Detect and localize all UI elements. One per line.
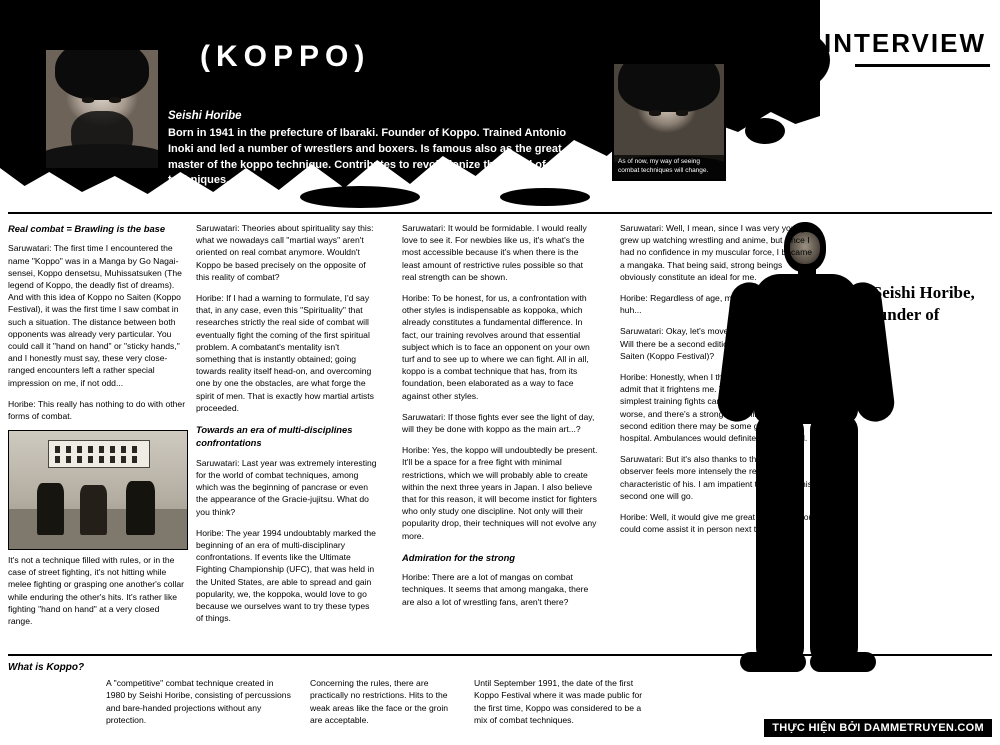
bio-name: Seishi Horibe <box>168 110 242 122</box>
paragraph: Horibe: There are a lot of mangas on combat techniques. It seems that among mangaka, there are also a lot of wrestling fans, aren't there? <box>402 572 589 607</box>
paragraph: Concerning the rules, there are practically no restrictions. Hits to the weak areas like the face or the groin are acceptable. <box>310 677 449 725</box>
hair-shape <box>618 62 719 112</box>
divider-top <box>8 212 992 214</box>
paragraph: Horibe: Honestly, when I think about it I have to admit that it frightens me. These days, even the simplest training fights can take a turn for the worse, and there's a strong possibility that in this second edition there may be some going to the hospital. Ambulances would definitely be booked. <box>620 372 808 444</box>
dojo-caption-block <box>8 554 186 636</box>
shoulder-shape <box>44 144 160 170</box>
dojo-person <box>80 485 107 535</box>
seishi-horibe-second-portrait <box>612 62 726 181</box>
page-title: (KOPPO) <box>200 40 371 73</box>
text-column-3 <box>402 222 598 617</box>
dojo-person <box>126 481 154 535</box>
interview-underline <box>855 64 990 67</box>
paragraph: Horibe: Well, it would give me great pleasure if you could come assist it in person next time. <box>620 512 814 535</box>
section-heading-admiration: Admiration for the strong <box>402 551 516 563</box>
paragraph: Horibe: If I had a warning to formulate, I'd say that, in any case, even this "Spirituality" that researches strictly the real side of combat will eventually fight the coming of the first spiritual problem. A combatant's mentality isn't something that is instantly obtained; going towards reality itself head-on, and overcoming one by one the obstacles, are what forge the spirit of men. That is exactly how martial artists proceeded. <box>196 293 374 413</box>
paragraph: Horibe: Regardless of age, men have their dreams, huh... <box>620 293 815 316</box>
eye-right <box>676 110 688 116</box>
pull-quote-headline: With Seishi Horibe, the Founder of Koppo! <box>832 283 975 347</box>
paragraph: Horibe: To be honest, for us, a confrontation with other styles is indispensable as koppoka, which already constitutes a fundamental difference. In fact, our training revolves around that essential subject which is to face an opponent on your own turf and to see up to where we can fight. All in all, koppo is a combat technique that has, from its foundation, been elaborated as a way to face against other styles. <box>402 293 590 401</box>
bottom-column-2 <box>310 668 456 735</box>
credit-watermark: THỰC HIỆN BỞI DAMMETRUYEN.COM <box>764 719 992 737</box>
text-column-4 <box>620 222 816 544</box>
text-column-2 <box>196 222 378 633</box>
paragraph: Saruwatari: If those fights ever see the light of day, will they be done with koppo as the main art...? <box>402 411 595 435</box>
paragraph: Saruwatari: Theories about spirituality say this: what we nowadays call "martial ways" aren't oriented on real combat anymore. Wouldn't Koppo be based precisely on the opposite of this reality of combat? <box>196 223 374 282</box>
bio-text: Born in 1941 in the prefecture of Ibaraki. Founder of Koppo. Trained Antonio Inoki and led a number of wrestlers and boxers. Is famous also as the great master of the koppo technique. Contributes to revolutionize the world of combat techniques. <box>168 126 588 187</box>
ink-blob <box>745 118 785 144</box>
eye-left <box>649 110 661 116</box>
paragraph: Saruwatari: Last year was extremely interesting for the world of combat techniques, among which was the beginning of pancrase or even the appearance of the Gracie-jujitsu. What do you think? <box>196 457 377 517</box>
section-heading-multi-disciplines: Towards an era of multi-disciplines confrontations <box>196 424 353 449</box>
ink-blob <box>760 30 830 90</box>
paragraph: Horibe: Yes, the koppo will undoubtedly be present. It'll be a space for a free fight with minimal restrictions, which we will probably able to create within the next three years in Japan. I also believe that for this reason, it will become instict for fighters who only study one discipline. Not only will their popularity drop, their techniques will not evolve any more. <box>402 445 598 541</box>
bio-block <box>168 108 588 189</box>
interview-label: INTERVIEW <box>824 28 986 58</box>
eye-left <box>82 97 94 103</box>
dojo-caption: It's not a technique filled with rules, or in the case of street fighting, it's not hitting while melee fighting or grasping one another's collar while enduring the other's hits. It's rather like fighting "hand on hand" at a very closed range. <box>8 555 185 627</box>
dojo-banner <box>48 440 150 468</box>
text-column-1 <box>8 222 186 431</box>
figure-leg-right <box>810 414 858 664</box>
bottom-column-3 <box>474 668 644 735</box>
paragraph: Saruwatari: But it's also thanks to that that the observer feels more intensely the realistic characteristic of his. I am impatient to see how this second one will go. <box>620 454 813 501</box>
dojo-photo <box>8 430 188 550</box>
dojo-person <box>37 483 64 535</box>
ink-drip <box>500 188 590 206</box>
bottom-column-1 <box>106 668 292 735</box>
paragraph: Saruwatari: Okay, let's move on to other things... Will there be a second edition of the Koppo no Saiten (Koppo Festival)? <box>620 326 805 361</box>
what-is-koppo-title: What is Koppo? <box>8 662 85 673</box>
paragraph: Saruwatari: Well, I mean, since I was very young, I grew up watching wrestling and anime, but since I had no confidence in my muscular force, I became a mangaka. That being said, strong beings obviously constitute an ideal for me. <box>620 223 813 282</box>
portrait-face <box>46 50 158 168</box>
section-heading-real-combat: Real combat = Brawling is the base <box>8 223 166 234</box>
paragraph: A "competitive" combat technique created in 1980 by Seishi Horibe, consisting of percussions and bare-handed projections without any protection. <box>106 677 291 725</box>
paragraph: Horibe: This really has nothing to do with other forms of combat. <box>8 398 186 421</box>
eye-right <box>109 97 121 103</box>
paragraph: Saruwatari: It would be formidable. I would really love to see it. For newbies like us, it's what's the most accessible because it's when there is the least amount of restrictive rules possible so that real strength can be shown. <box>402 223 587 282</box>
seishi-horibe-portrait <box>44 48 160 170</box>
hair-shape <box>55 48 149 100</box>
paragraph: Saruwatari: The first time I encountered the name "Koppo" was in a Manga by Go Nagai-sensei, Koppo densetsu, Muhissatsuken (The legend of Koppo, the deadly fist of dreams). And with this idea of Koppo no Saiten (Koppo Festival), it was the first time I saw combat in such a situation. The distance between both opponents was already very particular. You could call it "hand on hand" or "sticky hands," and I honestly must say, these very close-ranged encounters left a rather special impression on me, if not odd... <box>8 243 182 388</box>
paragraph: Horibe: The year 1994 undoubtably marked the beginning of an era of multi-disciplinary confrontations. If events like the Ultimate Fighting Championship (UFC), that was held in the United States, are able to spread and gain popularity, we, the koppoka, would love to go because we ourselves want to try these types of things. <box>196 527 376 624</box>
portrait-caption: As of now, my way of seeing combat techniques will change. <box>614 155 724 179</box>
divider-bottom <box>8 654 992 656</box>
paragraph: Until September 1991, the date of the first Koppo Festival where it was made public for the first time, Koppo was considered to be a mix of combat techniques. <box>474 677 643 725</box>
